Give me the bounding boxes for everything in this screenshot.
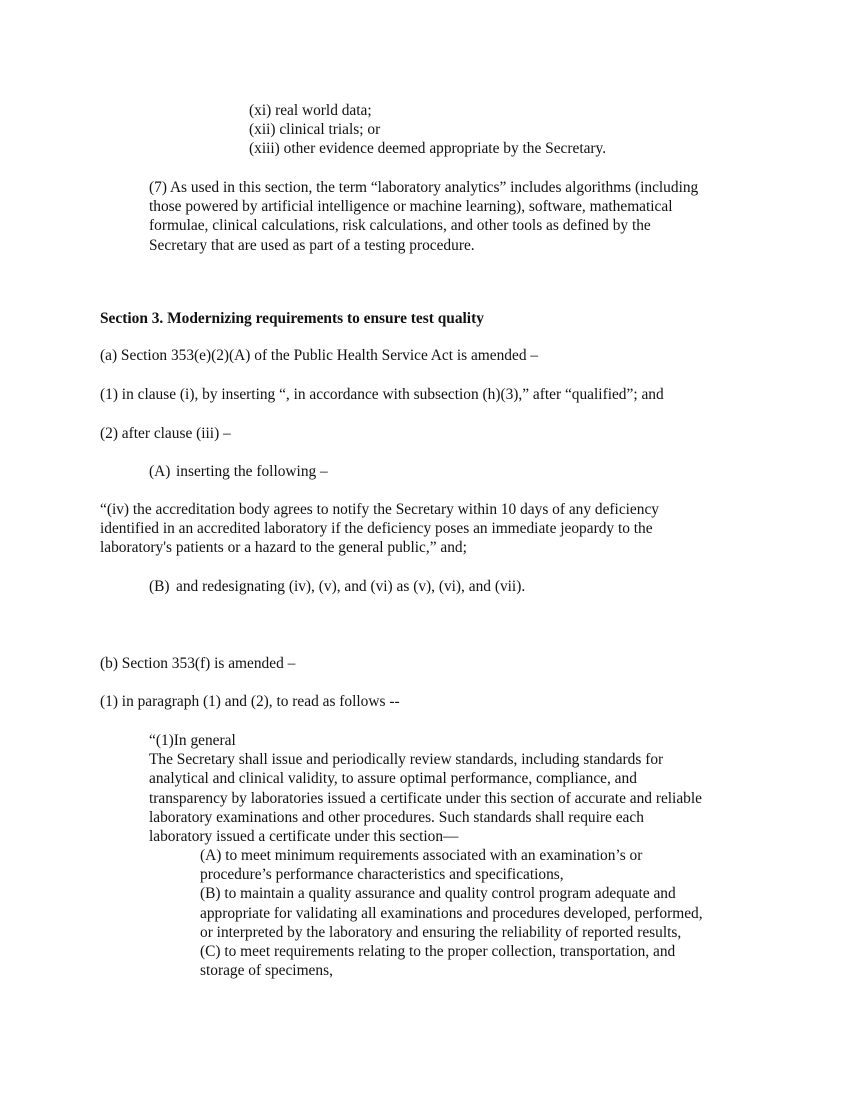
item-B-text: and redesignating (iv), (v), and (vi) as (v), (vi), and (vii).: [176, 578, 526, 595]
in-general-line: analytical and clinical validity, to assure optimal performance, compliance, and: [149, 770, 637, 788]
paragraph-7-line: those powered by artificial intelligence or machine learning), software, mathematical: [149, 198, 673, 216]
section-3-heading: Section 3. Modernizing requirements to ensure test quality: [100, 310, 484, 327]
paragraph-7-line: formulae, clinical calculations, risk calculations, and other tools as defined by the: [149, 217, 651, 235]
item-A-letter: (A): [149, 463, 171, 480]
list-item-xi: (xi) real world data;: [249, 102, 372, 119]
sub-items-list: [200, 846, 703, 980]
sub-item-B-line: appropriate for validating all examinations and procedures developed, performed,: [200, 904, 703, 922]
item-A: [149, 462, 328, 481]
list-continued: [249, 101, 606, 159]
sub-item-A-line: (A) to meet minimum requirements associated with an examination’s or: [200, 847, 643, 864]
section-b-intro: (b) Section 353(f) is amended –: [100, 655, 296, 672]
in-general-line: The Secretary shall issue and periodically review standards, including standards for: [149, 751, 664, 769]
in-general-line: transparency by laboratories issued a certificate under this section of accurate and reliable: [149, 789, 702, 807]
sub-item-C-line: (C) to meet requirements relating to the proper collection, transportation, and: [200, 943, 676, 961]
clause-iv-quote: [100, 500, 659, 558]
sub-item-A-line: procedure’s performance characteristics and specifications,: [200, 866, 564, 884]
clause-iv-line: identified in an accredited laboratory if the deficiency poses an immediate jeopardy to the: [100, 520, 653, 538]
sub-item-C-line: storage of specimens,: [200, 962, 333, 980]
clause-a1: (1) in clause (i), by inserting “, in accordance with subsection (h)(3),” after “qualified”; and: [100, 386, 664, 403]
paragraph-7-line: (7) As used in this section, the term “laboratory analytics” includes algorithms (including: [149, 179, 699, 196]
section-a-intro: (a) Section 353(e)(2)(A) of the Public Health Service Act is amended –: [100, 347, 539, 364]
list-item-xiii: (xiii) other evidence deemed appropriate by the Secretary.: [249, 140, 607, 158]
paragraph-7-line: Secretary that are used as part of a testing procedure.: [149, 236, 475, 254]
sub-item-B-line: or interpreted by the laboratory and ensuring the reliability of reported results,: [200, 923, 682, 941]
list-item-xii: (xii) clinical trials; or: [249, 121, 381, 139]
item-A-text: inserting the following –: [176, 463, 328, 480]
clause-b1: (1) in paragraph (1) and (2), to read as follows --: [100, 693, 400, 710]
paragraph-7: [149, 178, 698, 255]
in-general-heading: “(1)In general: [149, 732, 236, 749]
in-general-block: [149, 731, 702, 846]
clause-iv-line: laboratory's patients or a hazard to the general public,” and;: [100, 539, 467, 557]
in-general-line: laboratory examinations and other procedures. Such standards shall require each: [149, 808, 644, 826]
sub-item-B-line: (B) to maintain a quality assurance and quality control program adequate and: [200, 885, 676, 903]
in-general-line: laboratory issued a certificate under this section—: [149, 828, 459, 846]
item-B: [149, 577, 525, 596]
clause-iv-line: “(iv) the accreditation body agrees to notify the Secretary within 10 days of any deficiency: [100, 501, 659, 518]
item-B-letter: (B): [149, 578, 170, 595]
clause-a2: (2) after clause (iii) –: [100, 425, 231, 442]
